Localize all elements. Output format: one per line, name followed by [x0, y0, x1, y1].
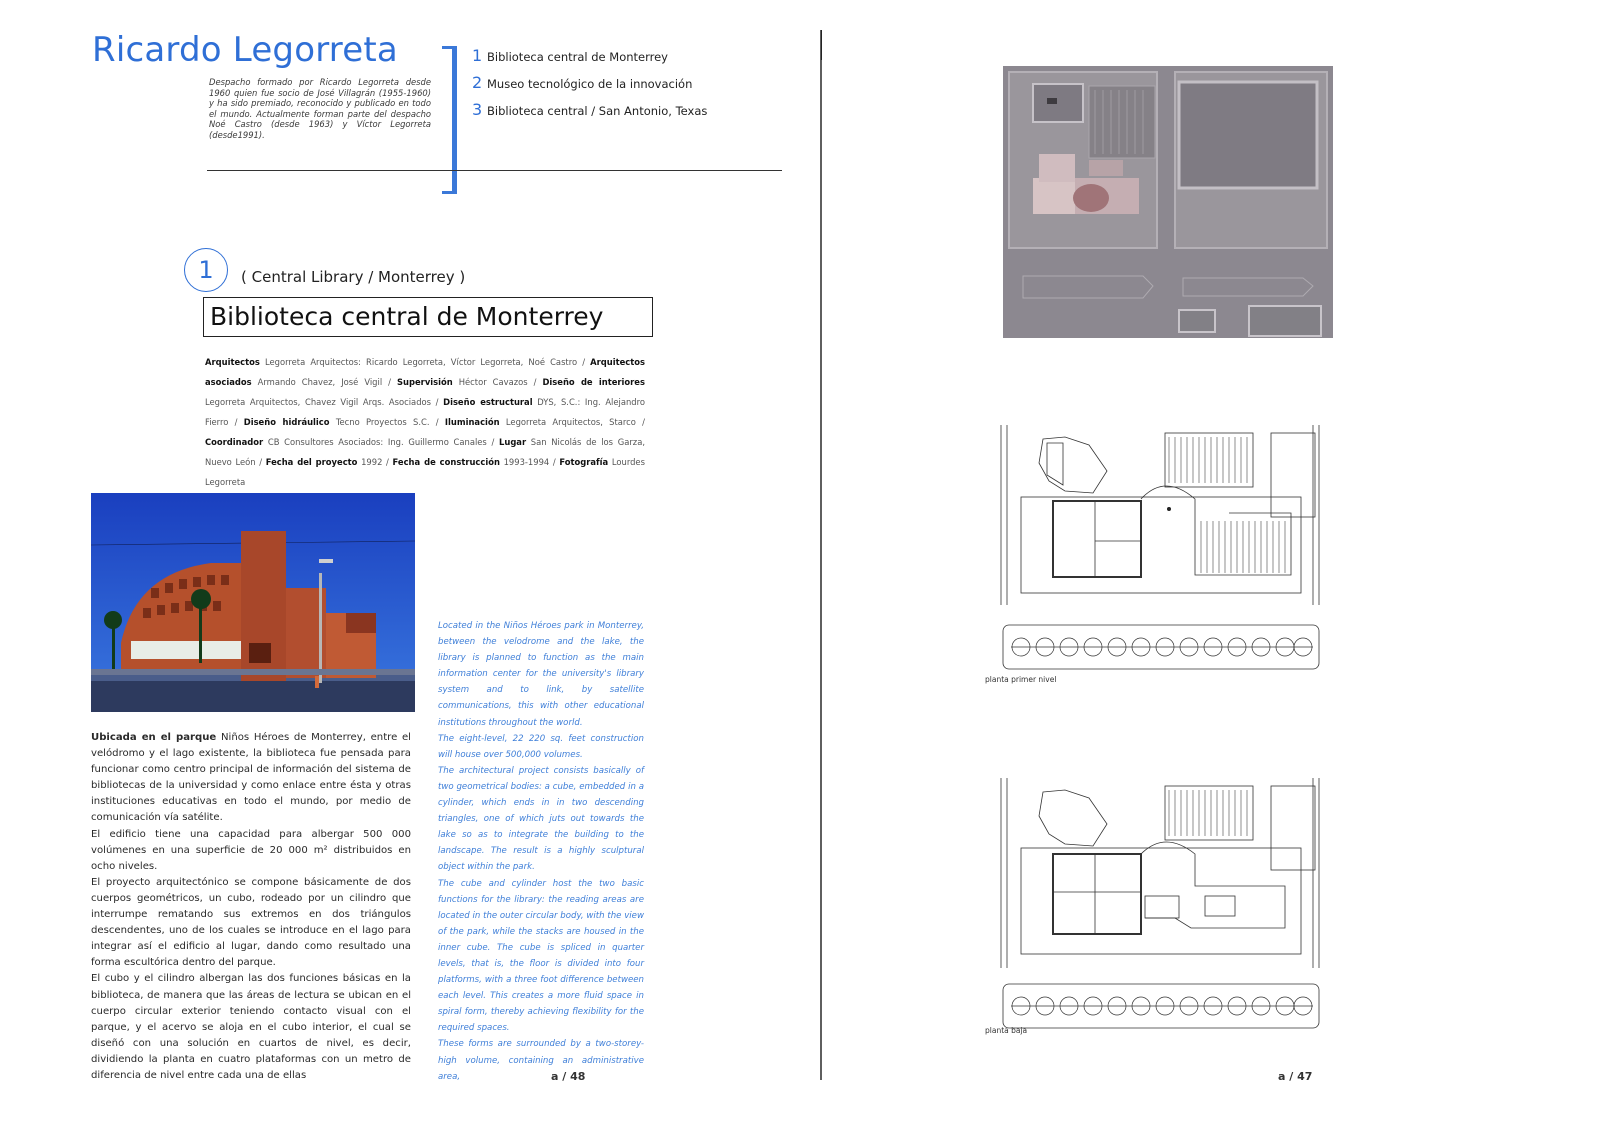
- page-number: a / 47: [1278, 1070, 1313, 1083]
- credit-value: Armando Chavez, José Vigil /: [257, 377, 391, 387]
- body-text-spanish: [91, 730, 411, 1084]
- building-photo: [91, 493, 415, 712]
- credit-value: San Nicolás de los Garza, Nuevo León /: [205, 437, 645, 467]
- credit-key: Fecha de construcción: [392, 457, 500, 467]
- architect-bio: Despacho formado por Ricardo Legorreta desde 1960 quien fue socio de José Villagrán (1955-1960) y ha sido premiado, reconocido y publicado en todo el mundo. Actualmente forman parte del despacho Noé Castro (desde 1963) y Víctor Legorreta (desde1991).: [209, 77, 431, 140]
- site-model-illustration: [1003, 66, 1333, 338]
- credit-value: Lourdes Legorreta: [205, 457, 645, 487]
- page-number: a / 48: [551, 1070, 586, 1083]
- project-label: Museo tecnológico de la innovación: [487, 77, 693, 91]
- credit-value: DYS, S.C.: Ing. Alejandro Fierro /: [205, 397, 645, 427]
- paragraph: Located in the Niños Héroes park in Monterrey, between the velodrome and the lake, the library is planned to function as the main information center for the university's library system and to link, by satellite communications, this with other educational institutions throughout the world.: [438, 621, 644, 728]
- paragraph: The eight-level, 22 220 sq. feet construction will house over 500,000 volumes.: [438, 733, 644, 760]
- credit-key: Arquitectos: [205, 357, 260, 367]
- project-number: 1: [472, 46, 483, 65]
- floor-plan-ground-drawing: [995, 778, 1325, 1030]
- lead-in: Ubicada en el parque: [91, 732, 217, 743]
- credit-key: Supervisión: [397, 377, 453, 387]
- paragraph: These forms are surrounded by a two-storey-high volume, containing an administrative area,: [438, 1039, 644, 1082]
- credit-value: Héctor Cavazos /: [458, 377, 537, 387]
- building-photo-illustration: [91, 493, 415, 712]
- credit-key: Fecha del proyecto: [265, 457, 358, 467]
- floor-plan-ground: [995, 778, 1325, 1030]
- credit-key: Arquitectos asociados: [205, 357, 645, 387]
- project-number: 2: [472, 73, 483, 92]
- plan-caption: planta primer nivel: [985, 675, 1057, 684]
- project-list-item: [472, 73, 707, 100]
- credit-value: Tecno Proyectos S.C. /: [335, 417, 439, 427]
- site-model-photo: [1003, 66, 1333, 338]
- credit-key: Coordinador: [205, 437, 264, 447]
- project-list-bracket: [442, 46, 457, 194]
- paragraph: The architectural project consists basically of two geometrical bodies: a cube, embedded in a cylinder, which ends in in two descending triangles, one of which juts out towards the lake so as to integrate the building to the landscape. The result is a highly sculptural object within the park.: [438, 765, 644, 873]
- project-list: [472, 46, 707, 127]
- credit-value: CB Consultores Asociados: Ing. Guillermo Canales /: [267, 437, 495, 447]
- credit-value: Legorreta Arquitectos, Chavez Vigil Arqs. Asociados /: [205, 397, 439, 407]
- credit-value: 1992 /: [361, 457, 389, 467]
- paragraph: El edificio tiene una capacidad para albergar 500 000 volúmenes en una superficie de 20 000 m² distribuidos en ocho niveles.: [91, 828, 411, 872]
- project-label: Biblioteca central / San Antonio, Texas: [487, 104, 708, 118]
- credit-key: Diseño hidráulico: [243, 417, 330, 427]
- credit-value: Legorreta Arquitectos, Starco /: [505, 417, 645, 427]
- header-divider: [207, 170, 782, 171]
- left-page: [47, 30, 780, 1112]
- credit-value: 1993-1994 /: [503, 457, 556, 467]
- floor-plan-upper-drawing: [995, 425, 1325, 671]
- paragraph: [91, 730, 411, 827]
- paragraph: The cube and cylinder host the two basic functions for the library: the reading areas are located in the outer circular body, with the view of the park, while the stacks are housed in the inner cube. The cube is spliced in quarter levels, that is, the floor is divided into four platforms, with a three foot difference between each level. This creates a more fluid space in spiral form, thereby achieving flexibility for the required spaces.: [438, 878, 644, 1034]
- project-number: 3: [472, 100, 483, 119]
- plan-caption: planta baja: [985, 1026, 1028, 1035]
- body-text-english: [438, 618, 644, 1085]
- credit-value: Legorreta Arquitectos: Ricardo Legorreta, Víctor Legorreta, Noé Castro /: [264, 357, 586, 367]
- project-list-item: [472, 100, 707, 127]
- architect-name: Ricardo Legorreta: [92, 30, 398, 70]
- credit-key: Diseño estructural: [443, 397, 533, 407]
- project-list-item: [472, 46, 707, 73]
- book-gutter: [820, 30, 822, 1080]
- project-title: Biblioteca central de Monterrey: [203, 297, 653, 337]
- paragraph: El proyecto arquitectónico se compone básicamente de dos cuerpos geométricos, un cubo, rodeado por un cilindro que interrumpe rematando sus extremos en dos triángulos descendentes, uno de los cuales se introduce en el lago para integrar así el edificio al lugar, dando como resultado una forma escultórica dentro del parque.: [91, 876, 411, 969]
- project-subtitle: ( Central Library / Monterrey ): [241, 268, 466, 286]
- credit-key: Fotografía: [559, 457, 609, 467]
- credit-key: Diseño de interiores: [542, 377, 645, 387]
- credit-key: Iluminación: [444, 417, 500, 427]
- paragraph-text: Niños Héroes de Monterrey, entre el velódromo y el lago existente, la biblioteca fue pensada para funcionar como centro principal de información del sistema de bibliotecas de la universidad y como enlace entre ésta y otras instituciones educativas en todo el mundo, por medio de comunicación vía satélite.: [91, 732, 411, 824]
- project-credits: [205, 352, 645, 492]
- project-number-badge: 1: [184, 248, 228, 292]
- credit-key: Lugar: [499, 437, 527, 447]
- paragraph: El cubo y el cilindro albergan las dos funciones básicas en la biblioteca, de manera que las áreas de lectura se ubican en el cuerpo circular exterior teniendo contacto visual con el parque, y el acervo se aloja en el cubo interior, el cual se diseñó con una solución en cuartos de nivel, es decir, dividiendo la planta en cuatro plataformas con un metro de diferencia de nivel entre cada una de ellas: [91, 973, 411, 1081]
- floor-plan-upper: [995, 425, 1325, 671]
- right-page: [823, 30, 1563, 1112]
- project-label: Biblioteca central de Monterrey: [487, 50, 668, 64]
